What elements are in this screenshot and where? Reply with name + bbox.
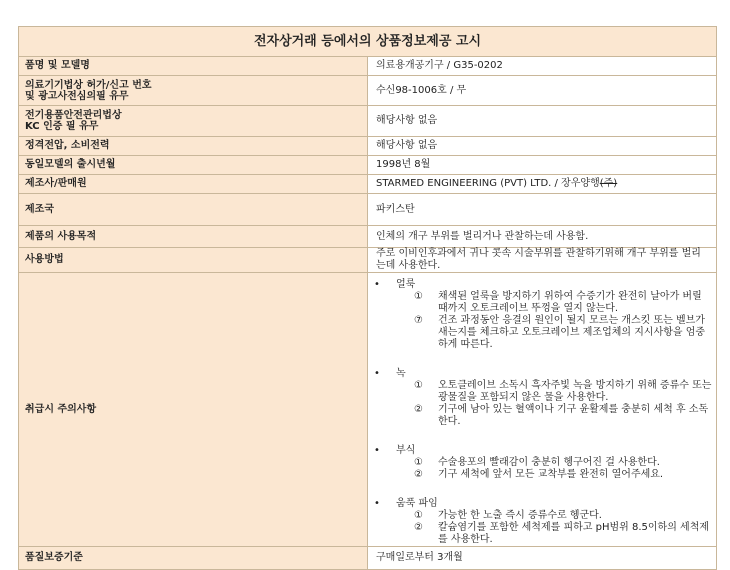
section-title-text: 움푹 파임	[396, 498, 438, 509]
label-line: 및 광고사전심의필 유무	[25, 90, 129, 102]
table-row	[19, 57, 717, 76]
row-value-caution	[368, 273, 717, 547]
caution-item	[368, 510, 716, 522]
row-value-permit: 수신98-1006호 / 무	[368, 76, 717, 106]
row-value-maker	[368, 175, 717, 194]
table-row	[19, 106, 717, 137]
item-number: ⑦	[414, 315, 423, 326]
row-label-warranty: 품질보증기준	[19, 547, 368, 570]
row-value-purpose: 인체의 개구 부위를 벌리거나 관찰하는데 사용함.	[368, 226, 717, 248]
caution-section	[368, 498, 716, 546]
section-spacer	[368, 481, 716, 498]
row-label-voltage: 정격전압, 소비전력	[19, 137, 368, 156]
row-label-usage: 사용방법	[19, 248, 368, 273]
item-text: 기구 세척에 앞서 모든 교착부를 완전히 열어주세요.	[438, 469, 664, 480]
label-line: 의료기기법상 허가/신고 번호	[25, 79, 152, 91]
item-text: 채색된 얼룩을 방지하기 위하여 수증기가 완전히 날아가 버릴 때까지 오토크레이브 뚜껑을 열지 않는다.	[438, 291, 702, 314]
caution-item	[368, 522, 716, 546]
caution-item	[368, 404, 716, 428]
caution-item	[368, 380, 716, 404]
item-number: ①	[414, 457, 423, 468]
item-text: 오토클레이브 소독시 흑자주빛 녹을 방지하기 위해 증류수 또는 광물질을 포함되지 않은 물을 사용한다.	[438, 380, 712, 403]
row-value-kc: 해당사항 없음	[368, 106, 717, 137]
row-value-country: 파키스탄	[368, 194, 717, 226]
bullet-icon: •	[374, 498, 380, 509]
row-label-maker: 제조사/판매원	[19, 175, 368, 194]
row-value-warranty: 구매일로부터 3개월	[368, 547, 717, 570]
item-number: ①	[414, 291, 423, 302]
table-row	[19, 76, 717, 106]
item-text: 기구에 남아 있는 혈액이나 기구 윤활제를 충분히 세척 후 소독한다.	[438, 404, 709, 427]
item-number: ②	[414, 404, 423, 415]
row-label-release: 동일모델의 출시년월	[19, 156, 368, 175]
product-info-notice	[18, 26, 717, 570]
caution-section	[368, 368, 716, 428]
table-title: 전자상거래 등에서의 상품정보제공 고시	[19, 27, 717, 57]
section-spacer	[368, 351, 716, 368]
section-title-text: 얼룩	[396, 279, 416, 290]
row-label-permit	[19, 76, 368, 106]
table-row	[19, 194, 717, 226]
table-row	[19, 226, 717, 248]
bullet-icon: •	[374, 279, 380, 290]
caution-item	[368, 457, 716, 469]
caution-section-title	[368, 445, 716, 457]
caution-section-title	[368, 279, 716, 291]
maker-struck-text: (주)	[599, 178, 618, 189]
table-row	[19, 156, 717, 175]
row-value-voltage: 해당사항 없음	[368, 137, 717, 156]
caution-item	[368, 291, 716, 315]
caution-item	[368, 315, 716, 351]
section-title-text: 녹	[396, 368, 406, 379]
row-value-release: 1998년 8월	[368, 156, 717, 175]
item-number: ②	[414, 469, 423, 480]
table-row	[19, 137, 717, 156]
item-text: 수술용포의 빨래감이 충분히 헹구어진 걸 사용한다.	[438, 457, 660, 468]
table-row	[19, 175, 717, 194]
label-line: 전기용품안전관리법상	[25, 110, 122, 121]
caution-section-title	[368, 368, 716, 380]
row-label-model: 품명 및 모델명	[19, 57, 368, 76]
caution-section-title	[368, 498, 716, 510]
row-value-usage: 주로 이비인후과에서 귀나 콧속 시술부위를 관찰하기위해 개구 부위를 벌리는데 사용한다.	[368, 248, 717, 273]
caution-list	[368, 273, 716, 546]
item-text: 칼슘염기를 포함한 세척제를 피하고 pH범위 8.5이하의 세척제를 사용한다.	[438, 522, 710, 545]
table-row	[19, 547, 717, 570]
section-spacer	[368, 428, 716, 445]
item-number: ①	[414, 380, 423, 391]
item-text: 가능한 한 노출 즉시 증류수로 헹군다.	[438, 510, 602, 521]
table-row	[19, 273, 717, 547]
row-value-model: 의료용개공기구 / G35-0202	[368, 57, 717, 76]
row-label-purpose: 제품의 사용목적	[19, 226, 368, 248]
section-title-text: 부식	[396, 445, 416, 456]
caution-item	[368, 469, 716, 481]
info-table	[18, 26, 717, 570]
row-label-country: 제조국	[19, 194, 368, 226]
item-text: 건조 과정동안 응결의 원인이 될지 모르는 개스킷 또는 벨브가 새는지를 체크하고 오토크레이브 제조업체의 지시사항을 엄중하게 따른다.	[438, 315, 706, 350]
row-label-caution: 취급시 주의사항	[19, 273, 368, 547]
label-line: KC 인증 필 유무	[25, 121, 99, 132]
item-number: ①	[414, 510, 423, 521]
item-number: ②	[414, 522, 423, 533]
maker-text: STARMED ENGINEERING (PVT) LTD. / 장우양행	[376, 178, 600, 189]
row-label-kc	[19, 106, 368, 137]
bullet-icon: •	[374, 445, 380, 456]
caution-section	[368, 445, 716, 481]
table-row	[19, 248, 717, 273]
caution-section	[368, 279, 716, 351]
bullet-icon: •	[374, 368, 380, 379]
